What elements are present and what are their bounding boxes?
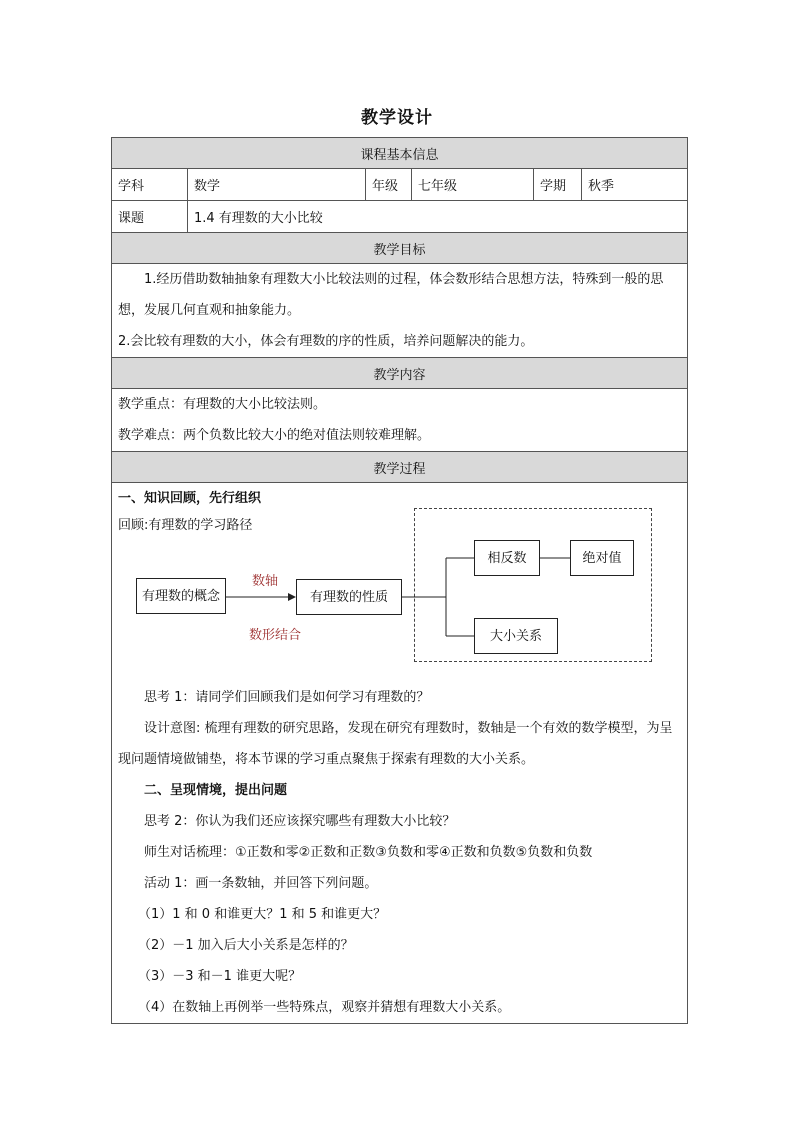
topic-value: 1.4 有理数的大小比较 [188, 201, 688, 233]
arrow-label-combination: 数形结合 [249, 628, 302, 643]
grade-value: 七年级 [412, 169, 534, 201]
process-cell [112, 483, 688, 1024]
topic-label: 课题 [112, 201, 188, 233]
arrow-head-icon [288, 593, 296, 601]
page-title: 教学设计 [361, 108, 433, 128]
opposite-box: 相反数 [474, 540, 540, 576]
section-content: 教学内容 [112, 358, 688, 389]
part1-heading: 一、知识回顾，先行组织 [118, 491, 262, 506]
grade-label: 年级 [366, 169, 412, 201]
lesson-table [111, 137, 688, 1024]
subject-value: 数学 [188, 169, 366, 201]
key-point: 教学重点：有理数的大小比较法则。 [118, 397, 327, 412]
review-label: 回顾:有理数的学习路径 [118, 518, 253, 533]
concept-box: 有理数的概念 [136, 578, 226, 614]
goals-cell [112, 264, 688, 358]
think-1: 思考 1：请同学们回顾我们是如何学习有理数的？ [144, 690, 430, 705]
absolute-box: 绝对值 [570, 540, 634, 576]
question-1: （1）1 和 0 和谁更大？1 和 5 和谁更大？ [138, 907, 387, 922]
section-basic-info: 课程基本信息 [112, 138, 688, 169]
dialogue: 师生对话梳理：①正数和零②正数和正数③负数和零④正数和负数⑤负数和负数 [144, 845, 593, 860]
part2-heading: 二、呈现情境，提出问题 [144, 783, 288, 798]
difficult-point: 教学难点：两个负数比较大小的绝对值法则较难理解。 [118, 428, 431, 443]
question-3: （3）－3 和－1 谁更大呢？ [138, 969, 302, 984]
think-2: 思考 2：你认为我们还应该探究哪些有理数大小比较？ [144, 814, 456, 829]
design-intent: 设计意图: 梳理有理数的研究思路，发现在研究有理数时，数轴是一个有效的数学模型，为呈现问题情境做铺垫，将本节课的学习重点聚焦于探索有理数的大小关系。 [118, 721, 673, 767]
arrow-label-axis: 数轴 [252, 574, 279, 589]
section-process: 教学过程 [112, 452, 688, 483]
property-box: 有理数的性质 [296, 579, 402, 615]
question-2: （2）－1 加入后大小关系是怎样的？ [138, 938, 354, 953]
question-4: （4）在数轴上再例举一些特殊点，观察并猜想有理数大小关系。 [138, 1000, 511, 1015]
goal-2: 2.会比较有理数的大小，体会有理数的序的性质，培养问题解决的能力。 [118, 334, 534, 349]
term-label: 学期 [534, 169, 582, 201]
relation-box: 大小关系 [474, 618, 558, 654]
subject-label: 学科 [112, 169, 188, 201]
learning-path-diagram [118, 516, 682, 676]
section-goals: 教学目标 [112, 233, 688, 264]
term-value: 秋季 [582, 169, 688, 201]
goal-1: 1.经历借助数轴抽象有理数大小比较法则的过程，体会数形结合思想方法，特殊到一般的思想，发展几何直观和抽象能力。 [118, 272, 664, 318]
content-cell [112, 389, 688, 452]
activity-1: 活动 1：画一条数轴，并回答下列问题。 [144, 876, 378, 891]
